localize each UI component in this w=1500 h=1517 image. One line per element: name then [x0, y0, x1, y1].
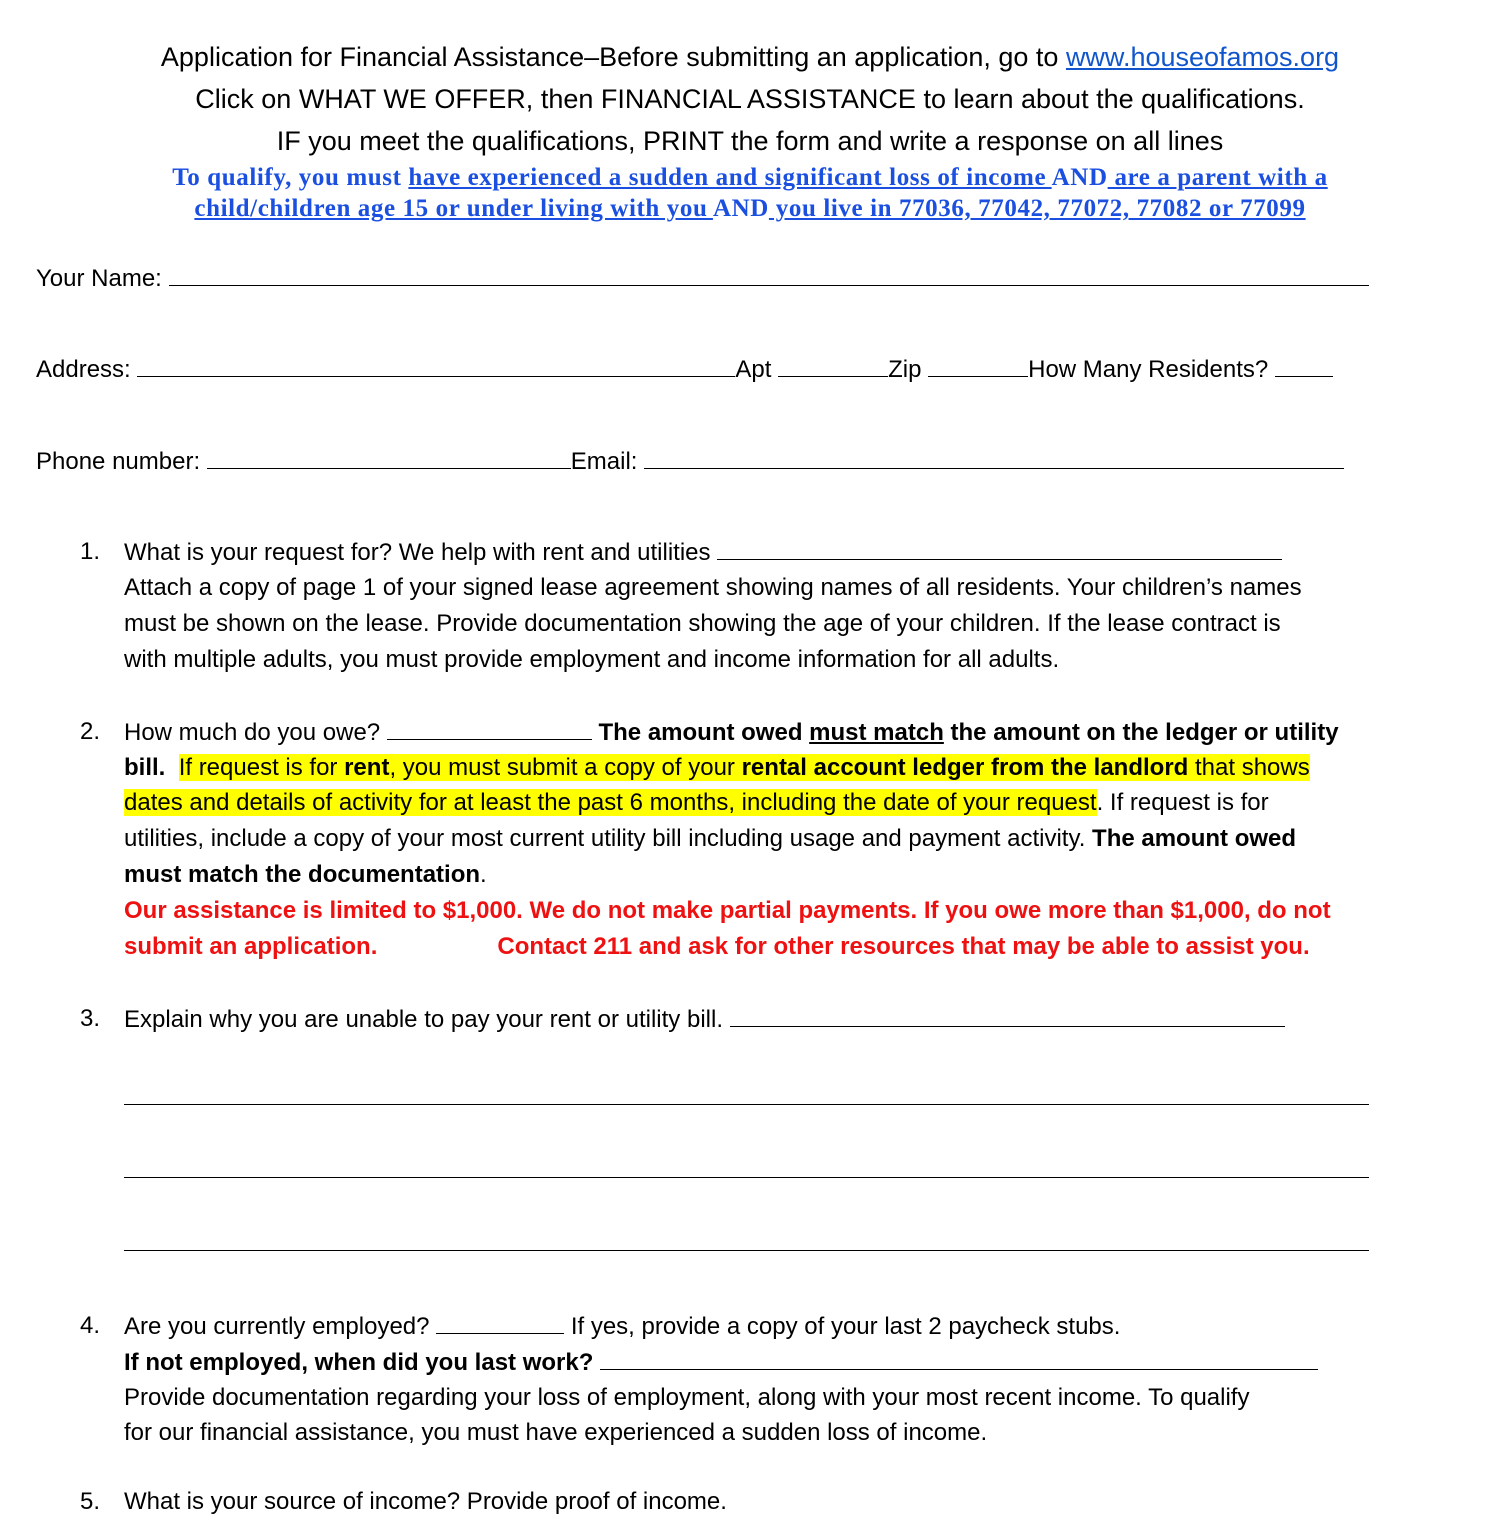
q3-input-line[interactable]: [124, 1228, 1369, 1251]
q2-warning: Our assistance is limited to $1,000. We do not make partial payments. If you owe more than $1,000, do not: [124, 897, 1331, 924]
q4-last-work: If not employed, when did you last work?: [124, 1347, 1318, 1378]
q2-line-5: must match the documentation.: [124, 861, 487, 888]
q5-question: What is your source of income? Provide proof of income.: [124, 1488, 727, 1515]
q3-input-line[interactable]: [124, 1155, 1369, 1178]
title-line-3: IF you meet the qualifications, PRINT the form and write a response on all lines: [276, 126, 1224, 156]
q4-text: for our financial assistance, you must have experienced a sudden loss of income.: [124, 1419, 988, 1446]
q3-line: [124, 1082, 1369, 1113]
q2-line-2: bill. If request is for rent, you must submit a copy of your rental account ledger from the landlord that shows: [124, 754, 1310, 781]
q2-line-3: dates and details of activity for at least the past 6 months, including the date of your request. If request is for: [124, 789, 1269, 816]
q2-warning: submit an application. Contact 211 and ask for other resources that may be able to assist you.: [124, 933, 1310, 960]
q4-text: Provide documentation regarding your loss of employment, along with your most recent income. To qualify: [124, 1384, 1250, 1411]
q3-line: [124, 1228, 1369, 1259]
q4-last-work-input-line[interactable]: [600, 1347, 1318, 1370]
name-field: Your Name:: [36, 263, 1369, 294]
q3-input-line[interactable]: [730, 1004, 1285, 1027]
qualify-line-1: To qualify, you must have experienced a sudden and significant loss of income AND are a parent with a: [172, 164, 1328, 191]
zip-input-line[interactable]: [928, 354, 1028, 377]
q4-number: 4.: [80, 1312, 101, 1339]
q1-number: 1.: [80, 538, 101, 565]
name-input-line[interactable]: [169, 263, 1369, 286]
address-input-line[interactable]: [137, 354, 735, 377]
qualify-line-2: child/children age 15 or under living with you AND you live in 77036, 77042, 77072, 77082 or 77099: [194, 195, 1306, 222]
q4-question: Are you currently employed? If yes, provide a copy of your last 2 paycheck stubs.: [124, 1313, 1121, 1340]
title-line-1: Application for Financial Assistance–Before submitting an application, go to www.houseofamos.org: [160, 42, 1340, 72]
email-input-line[interactable]: [644, 446, 1344, 469]
title-line-2: Click on WHAT WE OFFER, then FINANCIAL ASSISTANCE to learn about the qualifications.: [195, 84, 1305, 114]
q2-input-line[interactable]: [387, 717, 592, 740]
q1-text: Attach a copy of page 1 of your signed lease agreement showing names of all residents. Your children’s names: [124, 574, 1302, 601]
address-row: Address: Apt Zip How Many Residents?: [36, 354, 1333, 385]
q1-text: with multiple adults, you must provide employment and income information for all adults.: [124, 646, 1060, 673]
phone-email-row: Phone number: Email:: [36, 446, 1344, 477]
q4-input-line[interactable]: [436, 1311, 564, 1334]
residents-input-line[interactable]: [1275, 354, 1333, 377]
q1-question: What is your request for? We help with rent and utilities: [124, 537, 1282, 568]
q5-number: 5.: [80, 1488, 101, 1515]
q3-input-line[interactable]: [124, 1082, 1369, 1105]
q2-question: How much do you owe? The amount owed must match the amount on the ledger or utility: [124, 719, 1339, 746]
q3-question: Explain why you are unable to pay your rent or utility bill.: [124, 1004, 1285, 1035]
q1-input-line[interactable]: [717, 537, 1282, 560]
q2-line-4: utilities, include a copy of your most current utility bill including usage and payment activity. The amount owed: [124, 825, 1297, 852]
phone-input-line[interactable]: [207, 446, 571, 469]
q2-number: 2.: [80, 718, 101, 745]
website-link[interactable]: www.houseofamos.org: [1065, 42, 1340, 72]
q3-number: 3.: [80, 1005, 101, 1032]
q3-line: [124, 1155, 1369, 1186]
q1-text: must be shown on the lease. Provide documentation showing the age of your children. If the lease contract is: [124, 610, 1281, 637]
apt-input-line[interactable]: [778, 354, 888, 377]
